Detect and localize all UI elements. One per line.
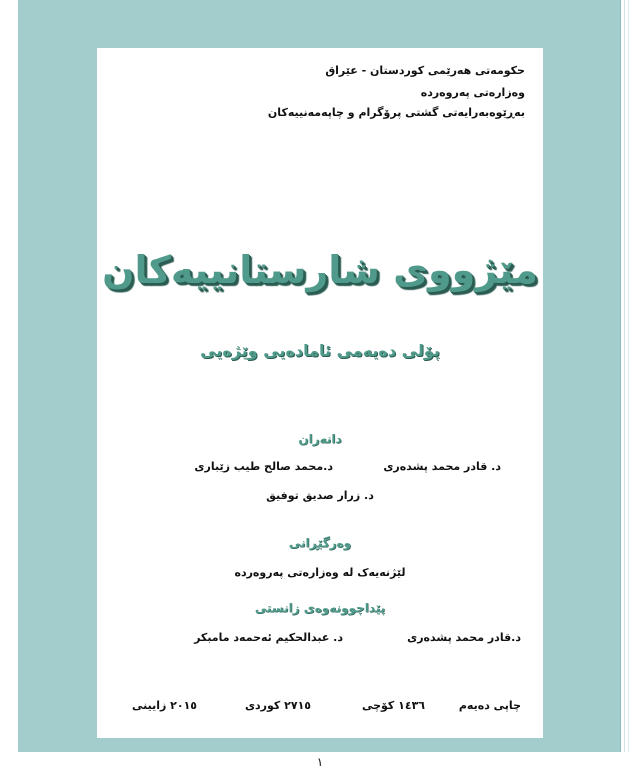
- header-government: حکومەتی هەرێمی کوردستان - عێراق: [325, 64, 525, 77]
- page-edge: [620, 0, 640, 780]
- page-edge-line: [624, 0, 625, 780]
- edition-hijri-year: ١٤٣٦ کۆچی: [361, 699, 425, 712]
- author-name: د. زرار صدیق توفیق: [266, 489, 374, 502]
- book-title: مێژووی شارستانییەکان: [102, 248, 538, 292]
- header-ministry: وەزارەتی پەروەردە: [420, 86, 525, 99]
- edition-label: چاپی دەیەم: [458, 699, 521, 712]
- edition-kurdish-year: ٢٧١٥ کوردی: [244, 699, 311, 712]
- book-subtitle: پۆلی دەیەمی ئامادەیی وێژەیی: [200, 341, 440, 360]
- page-number: ١: [316, 755, 324, 769]
- translation-heading: وەرگێڕانی: [288, 536, 352, 550]
- author-name: د. قادر محمد پشدەری: [383, 460, 501, 473]
- header-directorate: بەڕێوەبەرایەتی گشتی پرۆگرام و چاپەمەنییەکان: [267, 106, 525, 119]
- author-name: د.محمد صالح طیب زێباری: [194, 460, 333, 473]
- edition-gregorian-year: ٢٠١٥ زایینی: [131, 699, 197, 712]
- translation-text: لێژنەیەک لە وەزارەتی پەروەردە: [234, 566, 406, 579]
- reviewer-name: د. عبدالحکیم ئەحمەد مامبکر: [194, 631, 343, 644]
- reviewer-name: د.قادر محمد پشدەری: [407, 631, 521, 644]
- authors-heading: دانەران: [298, 432, 342, 446]
- review-heading: پێداچوونەوەی زانستی: [254, 601, 386, 615]
- title-page: [97, 48, 543, 738]
- page-edge-line: [620, 0, 621, 752]
- page-edge-line: [628, 0, 629, 780]
